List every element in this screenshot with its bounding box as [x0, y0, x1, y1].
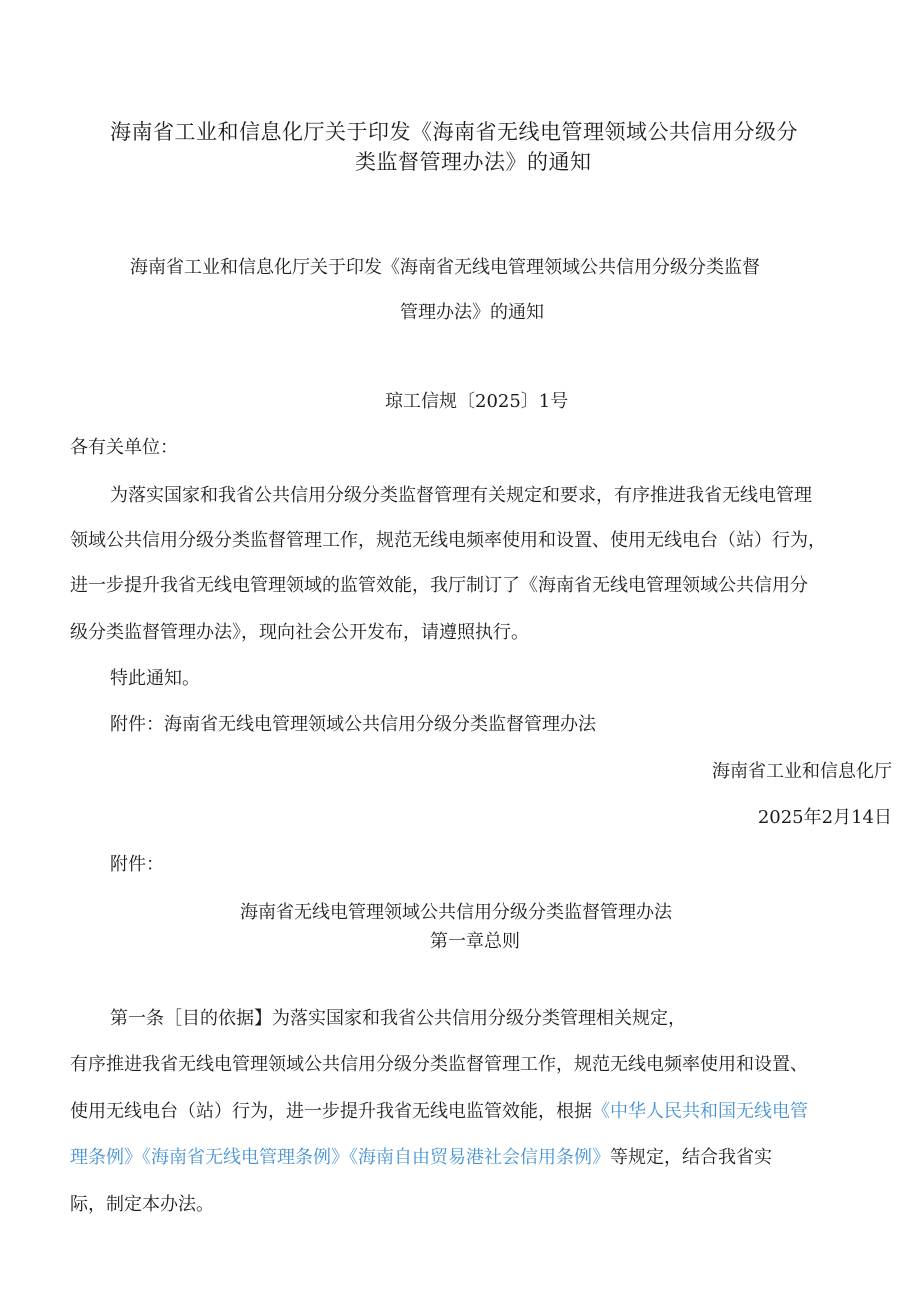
header-title-line1: 海南省工业和信息化厅关于印发《海南省无线电管理领域公共信用分级分 [110, 120, 798, 144]
paragraph1-line3: 进一步提升我省无线电管理领域的监管效能，我厅制订了《海南省无线电管理领域公共信用分 [70, 575, 808, 596]
salutation: 各有关单位： [70, 437, 178, 458]
attachment-line: 附件：海南省无线电管理领域公共信用分级分类监督管理办法 [110, 714, 596, 735]
measures-title: 海南省无线电管理领域公共信用分级分类监督管理办法 [240, 902, 672, 923]
chapter-title: 第一章总则 [430, 931, 520, 952]
paragraph1-line4: 级分类监督管理办法》，现向社会公开发布，请遵照执行。 [70, 622, 529, 643]
attachment-label: 附件： [110, 854, 164, 875]
law-link-hainan-ftp-credit-regulations[interactable]: 《海南自由贸易港社会信用条例》 [349, 1147, 610, 1168]
article1-line5: 际，制定本办法。 [70, 1194, 214, 1215]
law-link-prc-radio-regulations-cont[interactable]: 理条例》 [70, 1147, 142, 1168]
article1-line2: 有序推进我省无线电管理领域公共信用分级分类监督管理工作，规范无线电频率使用和设置、 [70, 1054, 808, 1075]
paragraph1-line1: 为落实国家和我省公共信用分级分类监督管理有关规定和要求，有序推进我省无线电管理 [110, 485, 812, 506]
article1-line3-text: 使用无线电台（站）行为，进一步提升我省无线电监管效能，根据 [70, 1101, 592, 1122]
header-title-line2: 类监督管理办法》的通知 [355, 150, 592, 174]
article1-line1: 第一条［目的依据】为落实国家和我省公共信用分级分类管理相关规定， [110, 1008, 686, 1029]
signature-date: 2025年2月14日 [757, 807, 892, 828]
document-number: 琼工信规〔2025〕1号 [385, 391, 569, 412]
article1-line3 [70, 1097, 808, 1123]
signature-org: 海南省工业和信息化厅 [712, 761, 892, 782]
law-link-hainan-radio-regulations[interactable]: 《海南省无线电管理条例》 [142, 1147, 349, 1168]
article1-line4-text: 等规定，结合我省实 [610, 1147, 772, 1168]
notice-title-line1: 海南省工业和信息化厅关于印发《海南省无线电管理领域公共信用分级分类监督 [130, 257, 760, 278]
special-notice: 特此通知。 [110, 668, 200, 689]
law-link-prc-radio-regulations[interactable]: 《中华人民共和国无线电管 [592, 1101, 808, 1122]
notice-title-line2: 管理办法》的通知 [400, 302, 544, 323]
article1-line4 [70, 1143, 772, 1169]
paragraph1-line2: 领域公共信用分级分类监督管理工作，规范无线电频率使用和设置、使用无线电台（站）行为， [70, 530, 826, 551]
